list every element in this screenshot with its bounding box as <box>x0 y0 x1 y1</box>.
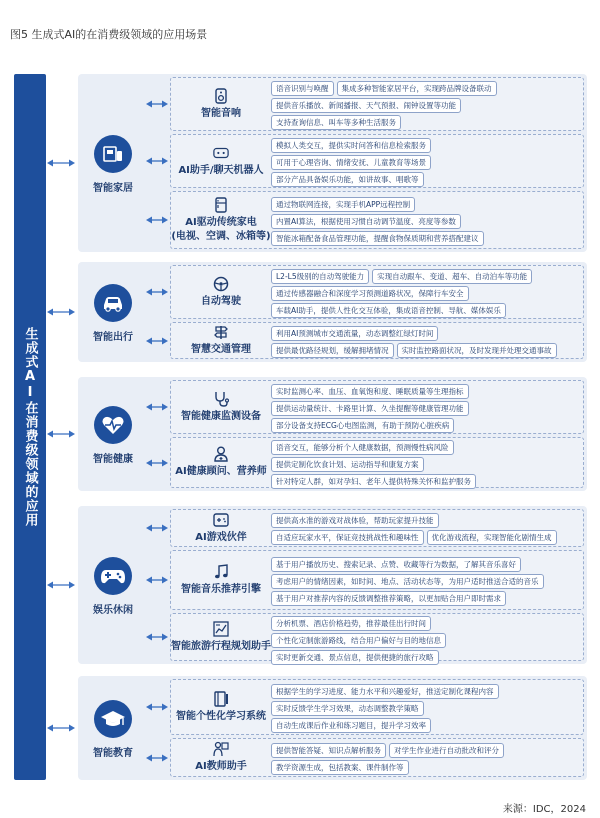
category-group <box>78 377 587 491</box>
smart-home-icon <box>94 135 132 173</box>
feature-item: 基于用户对推荐内容的反馈调整推荐策略，以更加贴合用户即时需求 <box>271 591 506 606</box>
subcategory-box <box>170 380 584 434</box>
subcategory-box <box>170 437 584 488</box>
feature-item: 实时监控路面状况，及时发现并处理交通事故 <box>397 343 557 358</box>
feature-row <box>271 760 579 775</box>
sub-connector-arrow <box>146 575 168 585</box>
main-category-label: 生成式AI在消费级领域的应用 <box>22 327 38 527</box>
category-node <box>84 700 142 759</box>
feature-item: 根据学生的学习进度、能力水平和兴趣爱好，推送定制化课程内容 <box>271 684 499 699</box>
feature-list <box>271 616 579 667</box>
subcategory-box <box>170 613 584 661</box>
feature-list <box>271 197 579 248</box>
category-node <box>84 135 142 194</box>
sub-connector-arrow <box>146 702 168 712</box>
subcategory-box <box>170 322 584 359</box>
feature-item: 自适应玩家水平，保证竞技挑战性和趣味性 <box>271 530 424 545</box>
music-icon <box>213 564 229 580</box>
stethoscope-icon <box>213 391 229 407</box>
category-label: 智能出行 <box>93 332 133 343</box>
feature-row <box>271 197 579 212</box>
category-label: 智能家居 <box>93 183 133 194</box>
feature-row <box>271 269 579 284</box>
subcategory-title <box>171 510 271 546</box>
feature-row <box>271 530 579 545</box>
feature-item: 部分设备支持ECG心电图监测，有助于预防心脏疾病 <box>271 418 454 433</box>
feature-row <box>271 474 579 489</box>
feature-row <box>271 513 579 528</box>
feature-row <box>271 684 579 699</box>
feature-item: 集成多种智能家居平台，实现跨品牌设备联动 <box>337 81 497 96</box>
subcategory-label: 智慧交通管理 <box>191 344 251 356</box>
feature-item: 实现自动跟车、变道、超车、自动泊车等功能 <box>372 269 532 284</box>
sub-connector-arrow <box>146 99 168 109</box>
feature-row <box>271 701 579 716</box>
feature-row <box>271 138 579 153</box>
feature-list <box>271 557 579 608</box>
feature-item: 实时监测心率、血压、血氧饱和度、睡眠质量等生理指标 <box>271 384 469 399</box>
feature-row <box>271 401 579 416</box>
feature-item: 考虑用户的情绪因素，如时间、地点、活动状态等，为用户适时推送合适的音乐 <box>271 574 544 589</box>
subcategory-box <box>170 265 584 319</box>
feature-item: 通过物联网连接，实现手机APP远程控制 <box>271 197 415 212</box>
feature-item: 车载AI助手，提供人性化交互体验，集成语音控制、导航、媒体娱乐 <box>271 303 506 318</box>
feature-item: 实时反馈学生学习效果，动态调整教学策略 <box>271 701 424 716</box>
feature-row <box>271 574 579 589</box>
category-node <box>84 284 142 343</box>
feature-row <box>271 214 579 229</box>
feature-item: 对学生作业进行自动批改和评分 <box>389 743 504 758</box>
feature-row <box>271 286 579 301</box>
sub-connector-arrow <box>146 458 168 468</box>
category-label: 智能健康 <box>93 454 133 465</box>
traffic-icon <box>213 324 229 340</box>
feature-item: 内置AI算法，根据使用习惯自动调节温度、亮度等参数 <box>271 214 461 229</box>
sub-connector-arrow <box>146 287 168 297</box>
subcategory-label: 自动驾驶 <box>201 295 241 307</box>
feature-item: 语音交互，能够分析个人健康数据，预测慢性病风险 <box>271 440 454 455</box>
feature-item: 支持查询信息、叫车等多种生活服务 <box>271 115 401 130</box>
feature-item: L2-L5级别的自动驾驶能力 <box>271 269 369 284</box>
feature-list <box>271 81 579 132</box>
feature-item: 提供高水准的游戏对战体验，帮助玩家提升技能 <box>271 513 439 528</box>
graduation-cap-icon <box>94 700 132 738</box>
feature-row <box>271 633 579 648</box>
feature-list <box>271 326 579 360</box>
subcategory-label: 智能旅游行程规划助手 <box>171 640 271 652</box>
feature-item: 模拟人类交互，提供实时问答和信息检索服务 <box>271 138 431 153</box>
feature-list <box>271 440 579 491</box>
feature-row <box>271 326 579 341</box>
connector-arrow <box>47 580 75 590</box>
subcategory-label: AI驱动传统家电 <box>185 217 257 228</box>
feature-row <box>271 98 579 113</box>
feature-row <box>271 343 579 358</box>
figure-title: 图5 生成式AI的在消费级领域的应用场景 <box>10 28 208 41</box>
subcategory-box <box>170 134 584 188</box>
subcategory-title <box>171 614 271 660</box>
subcategory-label: AI助手/聊天机器人 <box>178 164 264 176</box>
feature-item: 优化游戏流程，实现智能化剧情生成 <box>427 530 557 545</box>
doctor-icon <box>213 446 229 462</box>
heartbeat-icon <box>94 406 132 444</box>
sub-connector-arrow <box>146 753 168 763</box>
subcategory-label: 智能音响 <box>201 107 241 119</box>
feature-item: 智能冰箱配备食品管理功能，提醒食物保质期和营养搭配建议 <box>271 231 484 246</box>
subcategory-title <box>171 78 271 130</box>
subcategory-sublabel: (电视、空调、冰箱等) <box>171 230 271 242</box>
feature-list <box>271 743 579 777</box>
subcategory-title <box>171 381 271 433</box>
sub-connector-arrow <box>146 156 168 166</box>
feature-list <box>271 138 579 189</box>
feature-item: 利用AI预测城市交通流量，动态调整红绿灯时间 <box>271 326 438 341</box>
feature-row <box>271 172 579 187</box>
feature-item: 分析机票、酒店价格趋势，推荐最佳出行时间 <box>271 616 431 631</box>
category-group <box>78 74 587 252</box>
feature-item: 基于用户播放历史、搜索记录、点赞、收藏等行为数据，了解其音乐喜好 <box>271 557 521 572</box>
feature-item: 可用于心理咨询、情绪安抚、儿童教育等场景 <box>271 155 431 170</box>
subcategory-label: AI健康顾问、营养师 <box>175 466 267 478</box>
sub-connector-arrow <box>146 402 168 412</box>
feature-list <box>271 513 579 547</box>
feature-list <box>271 269 579 320</box>
connector-arrow <box>47 158 75 168</box>
subcategory-box <box>170 77 584 131</box>
feature-list <box>271 684 579 735</box>
feature-item: 实时更新交通、景点信息，提供便捷的旅行攻略 <box>271 650 439 665</box>
feature-item: 针对特定人群，如对孕妇、老年人提供特殊关怀和监护服务 <box>271 474 476 489</box>
map-chart-icon <box>213 621 229 637</box>
subcategory-title <box>171 680 271 734</box>
feature-row <box>271 591 579 606</box>
category-node <box>84 557 142 616</box>
subcategory-title <box>171 266 271 318</box>
car-icon <box>94 284 132 322</box>
feature-row <box>271 557 579 572</box>
subcategory-title <box>171 438 271 487</box>
sub-connector-arrow <box>146 632 168 642</box>
gamepad-icon <box>94 557 132 595</box>
feature-list <box>271 384 579 435</box>
connector-arrow <box>47 723 75 733</box>
feature-row <box>271 650 579 665</box>
book-icon <box>213 691 229 707</box>
feature-item: 自动生成课后作业和练习题目，提升学习效率 <box>271 718 431 733</box>
subcategory-label: AI游戏伙伴 <box>195 531 247 543</box>
category-group <box>78 262 587 362</box>
speaker-icon <box>213 88 229 104</box>
steering-wheel-icon <box>213 276 229 292</box>
connector-arrow <box>47 429 75 439</box>
category-group <box>78 676 587 780</box>
feature-row <box>271 115 579 130</box>
feature-row <box>271 457 579 472</box>
subcategory-box <box>170 738 584 777</box>
feature-item: 提供运动量统计、卡路里计算、久坐提醒等健康管理功能 <box>271 401 469 416</box>
feature-row <box>271 303 579 318</box>
teacher-icon <box>213 741 229 757</box>
feature-item: 语音识别与唤醒 <box>271 81 334 96</box>
appliance-icon <box>213 197 229 213</box>
feature-row <box>271 743 579 758</box>
feature-item: 提供音乐播放、新闻播报、天气预报、闹钟设置等功能 <box>271 98 461 113</box>
feature-row <box>271 418 579 433</box>
game-icon <box>213 512 229 528</box>
chatbot-icon <box>213 145 229 161</box>
feature-row <box>271 718 579 733</box>
feature-item: 提供智能答疑、知识点解析服务 <box>271 743 386 758</box>
category-label: 娱乐休闲 <box>93 605 133 616</box>
subcategory-label: 智能个性化学习系统 <box>176 710 266 722</box>
feature-row <box>271 155 579 170</box>
feature-row <box>271 231 579 246</box>
category-group <box>78 506 587 664</box>
feature-item: 个性化定制旅游路线，结合用户偏好与目的地信息 <box>271 633 446 648</box>
subcategory-label: 智能音乐推荐引擎 <box>181 583 261 595</box>
feature-item: 通过传感器融合和深度学习预测道路状况，保障行车安全 <box>271 286 469 301</box>
subcategory-title <box>171 192 271 248</box>
sub-connector-arrow <box>146 215 168 225</box>
subcategory-box <box>170 550 584 610</box>
subcategory-title <box>171 323 271 358</box>
feature-item: 提供定制化饮食计划、运动指导和康复方案 <box>271 457 424 472</box>
subcategory-box <box>170 191 584 249</box>
subcategory-box <box>170 679 584 735</box>
subcategory-title <box>171 551 271 609</box>
feature-row <box>271 616 579 631</box>
source-note: 来源：IDC，2024 <box>502 804 586 815</box>
main-category-bar <box>14 74 46 780</box>
feature-item: 教学资源生成，包括教案、课件制作等 <box>271 760 409 775</box>
category-label: 智能教育 <box>93 748 133 759</box>
subcategory-label: 智能健康监测设备 <box>181 410 261 422</box>
subcategory-label: AI教师助手 <box>195 761 247 773</box>
subcategory-title <box>171 135 271 187</box>
subcategory-box <box>170 509 584 547</box>
sub-connector-arrow <box>146 523 168 533</box>
subcategory-title <box>171 739 271 776</box>
sub-connector-arrow <box>146 336 168 346</box>
feature-item: 提供最优路径规划，缓解拥堵情况 <box>271 343 394 358</box>
category-node <box>84 406 142 465</box>
feature-row <box>271 81 579 96</box>
feature-item: 部分产品具备娱乐功能，如讲故事、唱歌等 <box>271 172 424 187</box>
connector-arrow <box>47 307 75 317</box>
feature-row <box>271 384 579 399</box>
feature-row <box>271 440 579 455</box>
